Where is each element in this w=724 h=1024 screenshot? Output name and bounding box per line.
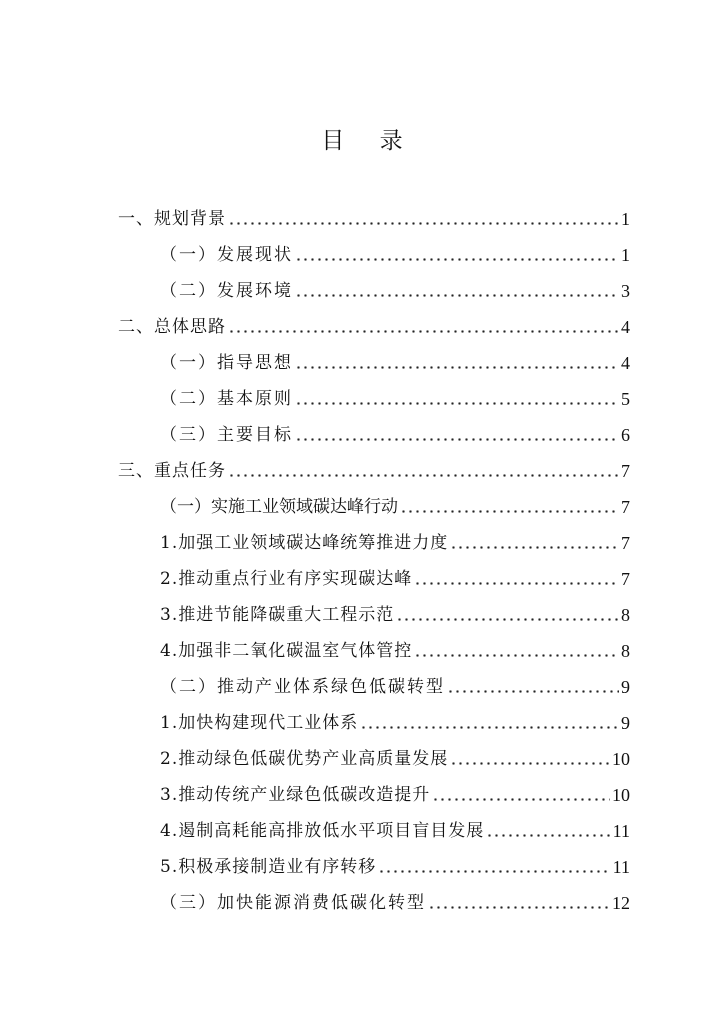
- dot-leader: [400, 510, 619, 513]
- toc-entry-label: 1.加快构建现代工业体系: [160, 713, 359, 733]
- toc-entry-1[interactable]: [118, 196, 630, 230]
- toc-entry-15[interactable]: [160, 700, 630, 734]
- dot-leader: [295, 402, 619, 405]
- dot-leader: [432, 798, 610, 801]
- toc-entry-label: 2.推动重点行业有序实现碳达峰: [160, 569, 413, 589]
- toc-entry-19[interactable]: [160, 844, 630, 878]
- dot-leader: [295, 258, 619, 261]
- toc-entry-20[interactable]: [160, 880, 630, 914]
- dot-leader: [295, 294, 619, 297]
- toc-title: 目 录: [321, 128, 417, 154]
- toc-page-number: 7: [621, 497, 630, 517]
- toc-page-number: 5: [621, 389, 630, 409]
- toc-page-number: 9: [621, 713, 630, 733]
- toc-entry-label: 二、总体思路: [118, 317, 226, 337]
- toc-page-number: 12: [612, 893, 630, 913]
- toc-entry-label: 4.遏制高耗能高排放低水平项目盲目发展: [160, 821, 485, 841]
- toc-entry-label: 一、规划背景: [118, 209, 226, 229]
- toc-page-number: 9: [621, 677, 630, 697]
- dot-leader: [295, 366, 619, 369]
- toc-entry-label: 5.积极承接制造业有序转移: [160, 857, 377, 877]
- toc-page-number: 8: [621, 641, 630, 661]
- toc-entry-label: （二）基本原则: [160, 389, 293, 409]
- toc-entry-17[interactable]: [160, 772, 630, 806]
- toc-page-number: 10: [612, 749, 630, 769]
- dot-leader: [414, 582, 619, 585]
- toc-page-number: 3: [621, 281, 630, 301]
- toc-page-number: 7: [621, 461, 630, 481]
- toc-entry-2[interactable]: [160, 232, 630, 266]
- toc-page-number: 11: [612, 857, 630, 877]
- toc-entry-label: 4.加强非二氧化碳温室气体管控: [160, 641, 413, 661]
- toc-entry-5[interactable]: [160, 340, 630, 374]
- dot-leader: [228, 330, 619, 333]
- toc-entry-label: （三）主要目标: [160, 425, 293, 445]
- toc-entry-10[interactable]: [160, 520, 630, 554]
- toc-entry-label: 2.推动绿色低碳优势产业高质量发展: [160, 749, 449, 769]
- dot-leader: [378, 870, 610, 873]
- toc-entry-label: 1.加强工业领域碳达峰统筹推进力度: [160, 533, 449, 553]
- toc-entry-label: （三）加快能源消费低碳化转型: [160, 893, 426, 913]
- toc-entry-label: （一）指导思想: [160, 353, 293, 373]
- toc-entry-12[interactable]: [160, 592, 630, 626]
- toc-entry-16[interactable]: [160, 736, 630, 770]
- toc-entry-6[interactable]: [160, 376, 630, 410]
- toc-page-number: 6: [621, 425, 630, 445]
- toc-entry-3[interactable]: [160, 268, 630, 302]
- toc-page-number: 10: [612, 785, 630, 805]
- dot-leader: [447, 690, 619, 693]
- toc-page-number: 1: [621, 245, 630, 265]
- toc-page-number: 11: [612, 821, 630, 841]
- dot-leader: [450, 762, 610, 765]
- toc-page-number: 4: [621, 317, 630, 337]
- dot-leader: [428, 906, 610, 909]
- toc-entry-11[interactable]: [160, 556, 630, 590]
- toc-entry-label: 三、重点任务: [118, 461, 226, 481]
- toc-page-number: 7: [621, 533, 630, 553]
- dot-leader: [486, 834, 610, 837]
- dot-leader: [414, 654, 619, 657]
- toc-entry-label: 3.推动传统产业绿色低碳改造提升: [160, 785, 431, 805]
- dot-leader: [450, 546, 619, 549]
- dot-leader: [228, 222, 619, 225]
- toc-entry-label: （一）发展现状: [160, 245, 293, 265]
- dot-leader: [396, 618, 619, 621]
- dot-leader: [360, 726, 619, 729]
- toc-entry-18[interactable]: [160, 808, 630, 842]
- toc-page-number: 8: [621, 605, 630, 625]
- toc-entry-label: （一）实施工业领域碳达峰行动: [160, 497, 398, 517]
- dot-leader: [228, 474, 619, 477]
- toc-entry-label: 3.推进节能降碳重大工程示范: [160, 605, 395, 625]
- toc-entry-9[interactable]: [160, 484, 630, 518]
- toc-entry-label: （二）发展环境: [160, 281, 293, 301]
- toc-page-number: 4: [621, 353, 630, 373]
- toc-entry-7[interactable]: [160, 412, 630, 446]
- toc-entry-8[interactable]: [118, 448, 630, 482]
- toc-page-number: 7: [621, 569, 630, 589]
- toc-entry-4[interactable]: [118, 304, 630, 338]
- toc-entry-label: （二）推动产业体系绿色低碳转型: [160, 677, 445, 697]
- toc-entry-13[interactable]: [160, 628, 630, 662]
- toc-page-number: 1: [621, 209, 630, 229]
- dot-leader: [295, 438, 619, 441]
- toc-entry-14[interactable]: [160, 664, 630, 698]
